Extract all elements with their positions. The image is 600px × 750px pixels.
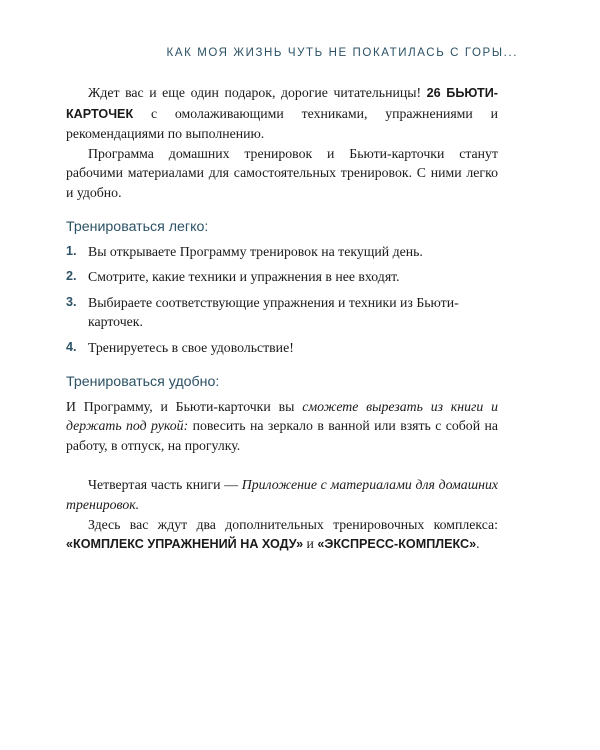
intro-text: Ждет вас и еще один подарок, дорогие читательницы!: [88, 85, 427, 100]
convenient-text-end: повесить на зеркало в ванной или взять с собой на работу, в отпуск, на прогулку.: [66, 418, 498, 453]
step-number: 1.: [66, 243, 77, 258]
period: .: [476, 536, 480, 552]
intro-text-tail: с омолаживающими техниками, упражнениями и рекомендациями по выполнению.: [66, 105, 498, 142]
complex-name-2: «ЭКСПРЕСС-КОМПЛЕКС»: [317, 537, 477, 552]
beauty-cards-count: 26 БЬЮТИ-КАРТОЧЕК: [66, 86, 498, 121]
step-number: 2.: [66, 269, 77, 284]
part4-text: Четвертая часть книги —: [88, 477, 242, 493]
list-item: [66, 293, 498, 332]
step-text: Вы открываете Программу тренировок на текущий день.: [88, 243, 423, 259]
intro-paragraph-1: [66, 83, 498, 144]
convenient-paragraph: [66, 397, 498, 456]
convenient-text: И Программу, и Бьюти-карточки вы: [66, 398, 303, 414]
part4-paragraph-2: [66, 515, 498, 555]
intro-paragraph-2: Программа домашних тренировок и Бьюти-карточки станут рабочими материалами для самостоятельных тренировок. С ними легко и удобно.: [66, 145, 498, 200]
section-title-easy: Тренироваться легко:: [66, 218, 209, 235]
step-number: 3.: [66, 294, 77, 309]
conjunction: и: [303, 536, 318, 552]
step-text: Тренируетесь в свое удовольствие!: [88, 339, 294, 355]
step-number: 4.: [66, 339, 77, 354]
list-item: [66, 242, 498, 262]
step-text: Смотрите, какие техники и упражнения в нее входят.: [88, 269, 400, 285]
page-body: [66, 83, 498, 555]
convenient-italic: сможете вырезать из книги и держать под рукой:: [66, 398, 498, 434]
step-text: Выбираете соответствующие упражнения и техники из Бьюти-карточек.: [88, 294, 459, 330]
complex-name-1: «КОМПЛЕКС УПРАЖНЕНИЙ НА ХОДУ»: [66, 537, 304, 552]
section-title-convenient: Тренироваться удобно:: [66, 373, 220, 390]
list-item: [66, 267, 498, 287]
part4-italic: Приложение с материалами для домашних тренировок.: [66, 477, 498, 512]
steps-list: [66, 242, 498, 358]
part4-p2-text: Здесь вас ждут два дополнительных тренировочных комплекса:: [88, 516, 498, 532]
part4-paragraph-1: [66, 475, 498, 514]
spacer: [66, 455, 498, 475]
list-item: [66, 338, 498, 358]
running-title: КАК МОЯ ЖИЗНЬ ЧУТЬ НЕ ПОКАТИЛАСЬ С ГОРЫ...: [166, 47, 518, 59]
